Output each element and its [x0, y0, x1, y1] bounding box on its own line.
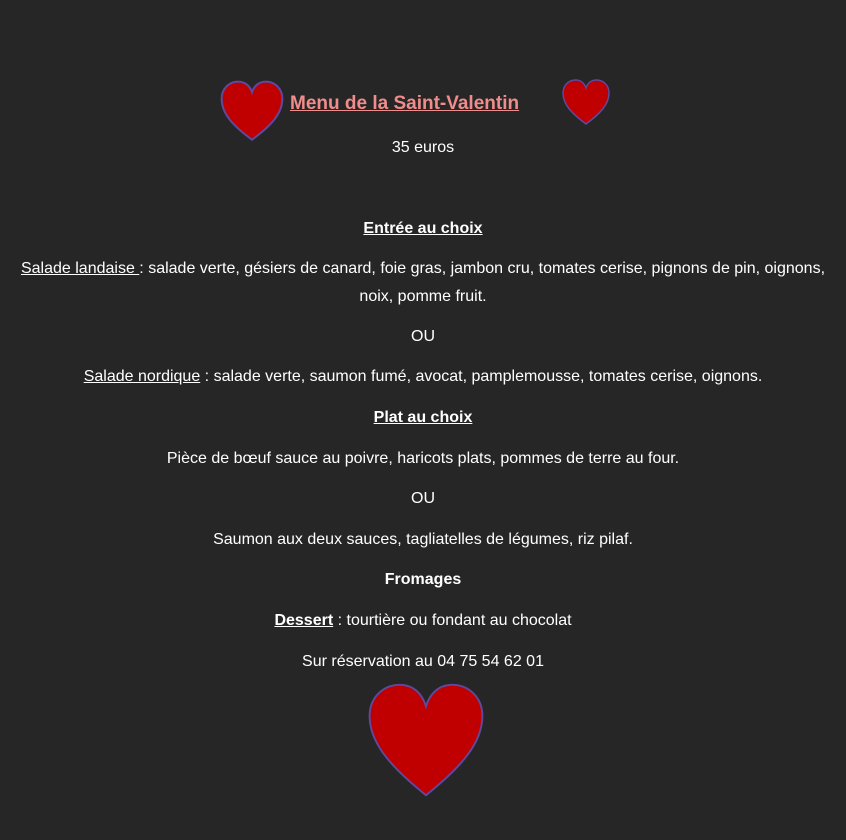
salade-nordique-desc: : salade verte, saumon fumé, avocat, pamplemousse, tomates cerise, oignons. [200, 368, 763, 385]
salade-nordique-name: Salade nordique [83, 368, 201, 385]
heart-icon [219, 78, 285, 146]
plat-boeuf: Pièce de bœuf sauce au poivre, haricots plats, pommes de terre au four. [166, 450, 680, 467]
salade-landaise-desc: : salade verte, gésiers de canard, foie gras, jambon cru, tomates cerise, pignons de pin, oignons, noix, pomme fruit. [139, 260, 826, 305]
price: 35 euros [391, 139, 455, 156]
dessert-label: Dessert [274, 612, 334, 629]
menu-title: Menu de la Saint-Valentin [290, 93, 520, 114]
heart-icon [561, 72, 611, 134]
fromages-heading: Fromages [384, 571, 462, 588]
dessert-desc: : tourtière ou fondant au chocolat [333, 612, 572, 629]
salade-landaise [20, 255, 826, 311]
heart-icon [355, 680, 497, 800]
reservation-text: Sur réservation au 04 75 54 62 01 [302, 653, 544, 670]
dessert-line [0, 611, 846, 631]
plat-heading: Plat au choix [373, 409, 473, 426]
salade-landaise-name: Salade landaise [20, 260, 140, 277]
plat-saumon: Saumon aux deux sauces, tagliatelles de légumes, riz pilaf. [213, 531, 633, 548]
entree-heading: Entrée au choix [363, 220, 483, 237]
or-separator: OU [411, 328, 435, 345]
salade-nordique [0, 367, 846, 387]
or-separator: OU [411, 490, 435, 507]
